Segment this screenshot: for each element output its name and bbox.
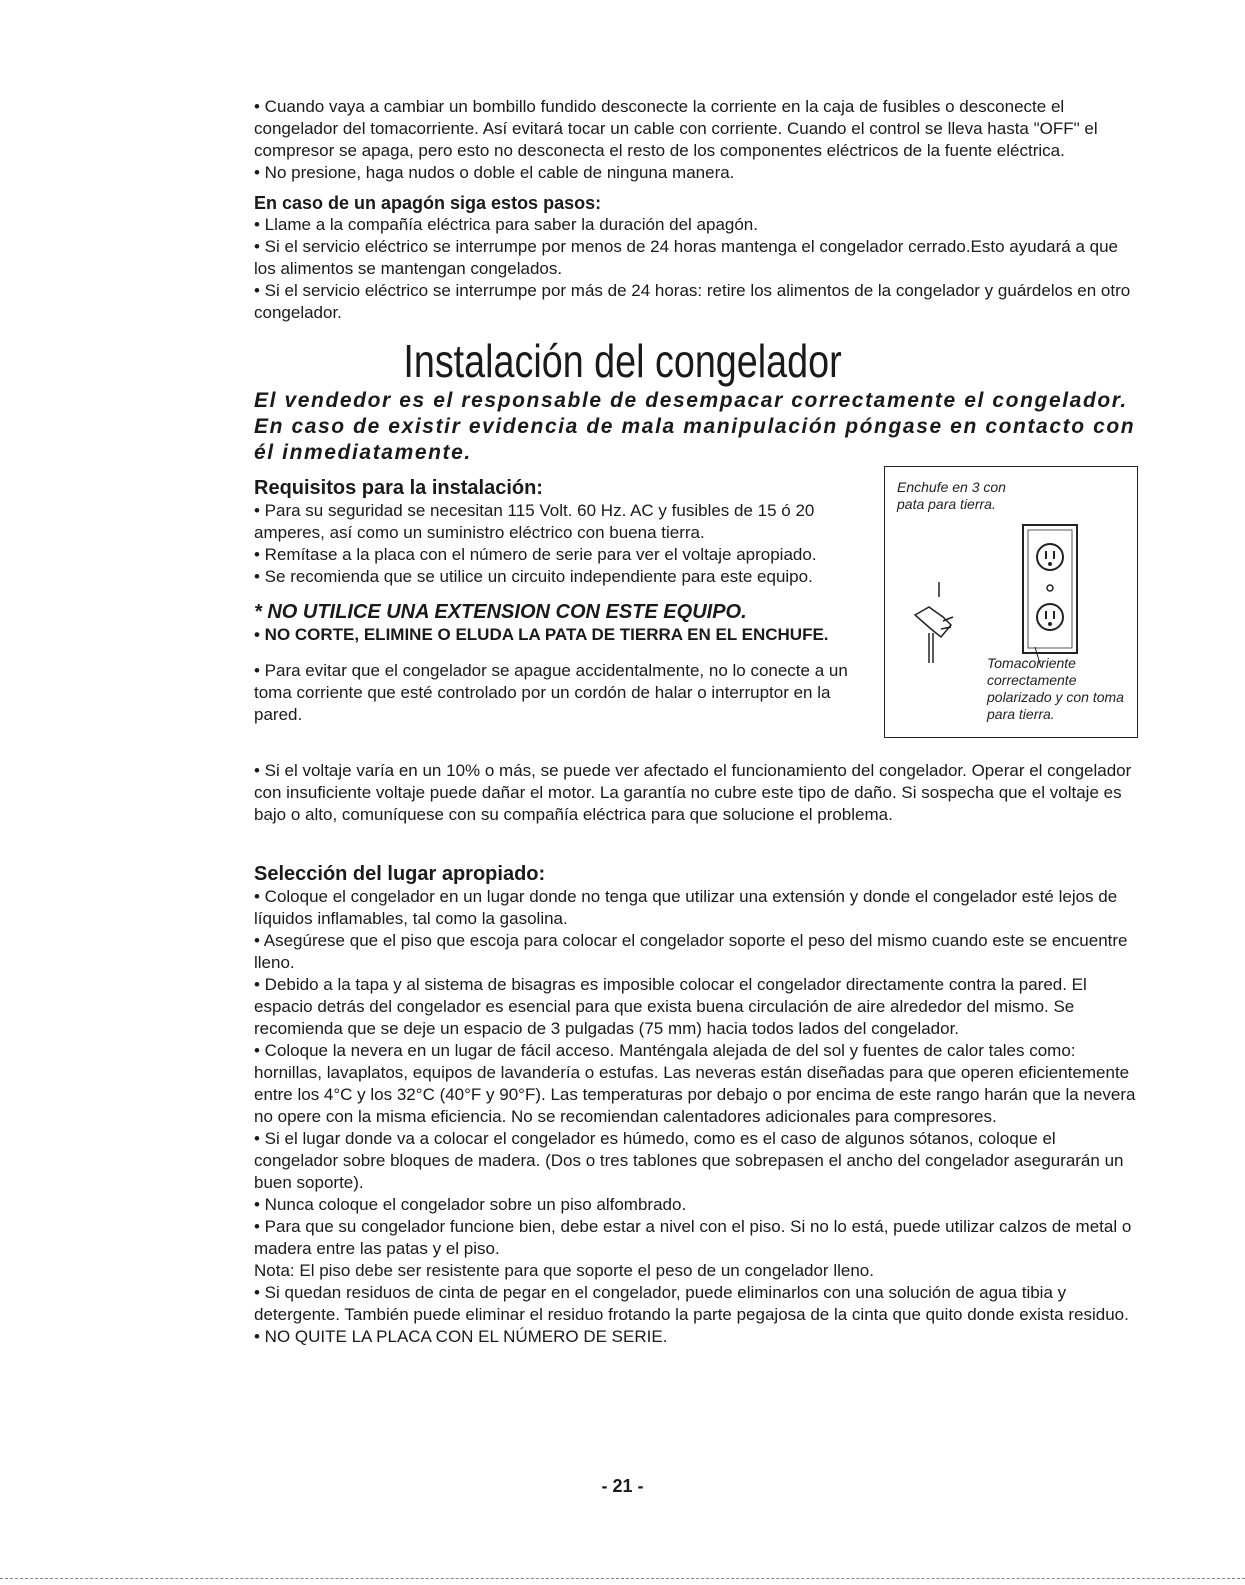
location-6: • Nunca coloque el congelador sobre un piso alfombrado.: [254, 1195, 687, 1214]
voltage-note: [254, 760, 1136, 826]
requirement-5: • Si el voltaje varía en un 10% o más, se puede ver afectado el funcionamiento del congelador. Operar el congelador con insuficiente voltaje puede dañar el motor. La garantía no cubre este tipo de daño. Si sospecha que el voltaje es bajo o alto, comuníquese con su compañía eléctrica para que solucione el problema.: [254, 761, 1132, 824]
outage-heading: En caso de un apagón siga estos pasos:: [254, 193, 602, 213]
plug-label: Enchufe en 3 con pata para tierra.: [897, 479, 1006, 512]
location-note: Nota: El piso debe ser resistente para que soporte el peso de un congelador lleno.: [254, 1261, 874, 1280]
location-1: • Coloque el congelador en un lugar donde no tenga que utilizar una extensión y donde el congelador esté lejos de líquidos inflamables, tal como la gasolina.: [254, 887, 1118, 928]
outage-step-2: • Si el servicio eléctrico se interrumpe por menos de 24 horas mantenga el congelador cerrado.Esto ayudará a que los alimentos se mantengan congelados.: [254, 237, 1118, 278]
warning-extension: * NO UTILICE UNA EXTENSION CON ESTE EQUIPO.: [254, 601, 747, 623]
safety-notes: [254, 96, 1136, 324]
requirements-section: [254, 476, 876, 726]
plug-icon: [915, 582, 953, 663]
cord-note: • No presione, haga nudos o doble el cable de ninguna manera.: [254, 163, 735, 182]
location-9: • Si quedan residuos de cinta de pegar en el congelador, puede eliminarlos con una solución de agua tibia y detergente. También puede eliminar el residuo frotando la parte pegajosa de la cinta que quito donde exista residuo.: [254, 1283, 1129, 1324]
location-7: • Para que su congelador funcione bien, debe estar a nivel con el piso. Si no lo está, puede utilizar calzos de metal o madera entre las patas y el piso.: [254, 1217, 1132, 1258]
lead-block: [254, 388, 1138, 466]
location-heading: Selección del lugar apropiado:: [254, 863, 546, 885]
page-title: Instalación del congelador: [403, 335, 842, 387]
requirement-1: • Para su seguridad se necesitan 115 Volt. 60 Hz. AC y fusibles de 15 ó 20 amperes, así como un suministro eléctrico con buena tierra.: [254, 501, 815, 542]
lead-paragraph: El vendedor es el responsable de desempacar correctamente el congelador. En caso de existir evidencia de mala manipulación póngase en contacto con él inmediatamente.: [254, 389, 1136, 464]
outage-step-1: • Llame a la compañía eléctrica para saber la duración del apagón.: [254, 215, 758, 234]
location-section: [254, 862, 1136, 1348]
location-4: • Coloque la nevera en un lugar de fácil acceso. Manténgala alejada de del sol y fuentes de calor tales como: hornillas, lavaplatos, equipos de lavandería o estufas. Las neveras están diseñadas para que operen eficientemente entre los 4°C y los 32°C (40°F y 90°F). Las temperaturas por debajo o por encima de este rango harán que la nevera no opere con la misma eficiencia. No se recomiendan calentadores adicionales para compresores.: [254, 1041, 1136, 1126]
location-2: • Asegúrese que el piso que escoja para colocar el congelador soporte el peso del mismo cuando este se encuentre lleno.: [254, 931, 1128, 972]
outlet-label: Tomacorriente correctamente polarizado y con toma para tierra.: [987, 655, 1124, 722]
bulb-note: • Cuando vaya a cambiar un bombillo fundido desconecte la corriente en la caja de fusibles o desconecte el congelador del tomacorriente. Así evitará tocar un cable con corriente. Cuando el control se lleva hasta "OFF" el compresor se apaga, pero esto no desconecta el resto de los componentes eléctricos de la fuente eléctrica.: [254, 97, 1098, 160]
requirement-2: • Remítase a la placa con el número de serie para ver el voltaje apropiado.: [254, 545, 817, 564]
outage-step-3: • Si el servicio eléctrico se interrumpe por más de 24 horas: retire los alimentos de la congelador y guárdelos en otro congelador.: [254, 281, 1131, 322]
location-3: • Debido a la tapa y al sistema de bisagras es imposible colocar el congelador directamente contra la pared. El espacio detrás del congelador es esencial para que exista buena circulación de aire alrededor del mismo. Se recomienda que se deje un espacio de 3 pulgadas (75 mm) hacia todos lados del congelador.: [254, 975, 1087, 1038]
location-10: • NO QUITE LA PLACA CON EL NÚMERO DE SERIE.: [254, 1327, 668, 1346]
requirement-3: • Se recomienda que se utilice un circuito independiente para este equipo.: [254, 567, 813, 586]
requirement-4: • Para evitar que el congelador se apague accidentalmente, no lo conecte a un toma corriente que esté controlado por un cordón de halar o interruptor en la pared.: [254, 661, 848, 724]
page-number: - 21 -: [601, 1476, 644, 1496]
requirements-heading: Requisitos para la instalación:: [254, 477, 543, 499]
page-bottom-rule: [0, 1578, 1245, 1579]
outlet-figure: [884, 466, 1138, 738]
location-5: • Si el lugar donde va a colocar el congelador es húmedo, como es el caso de algunos sótanos, coloque el congelador sobre bloques de madera. (Dos o tres tablones que sobrepasen el ancho del congelador asegurarán un buen soporte).: [254, 1129, 1124, 1192]
wall-outlet-icon: [1023, 525, 1077, 667]
warning-ground-pin: • NO CORTE, ELIMINE O ELUDA LA PATA DE TIERRA EN EL ENCHUFE.: [254, 625, 829, 644]
